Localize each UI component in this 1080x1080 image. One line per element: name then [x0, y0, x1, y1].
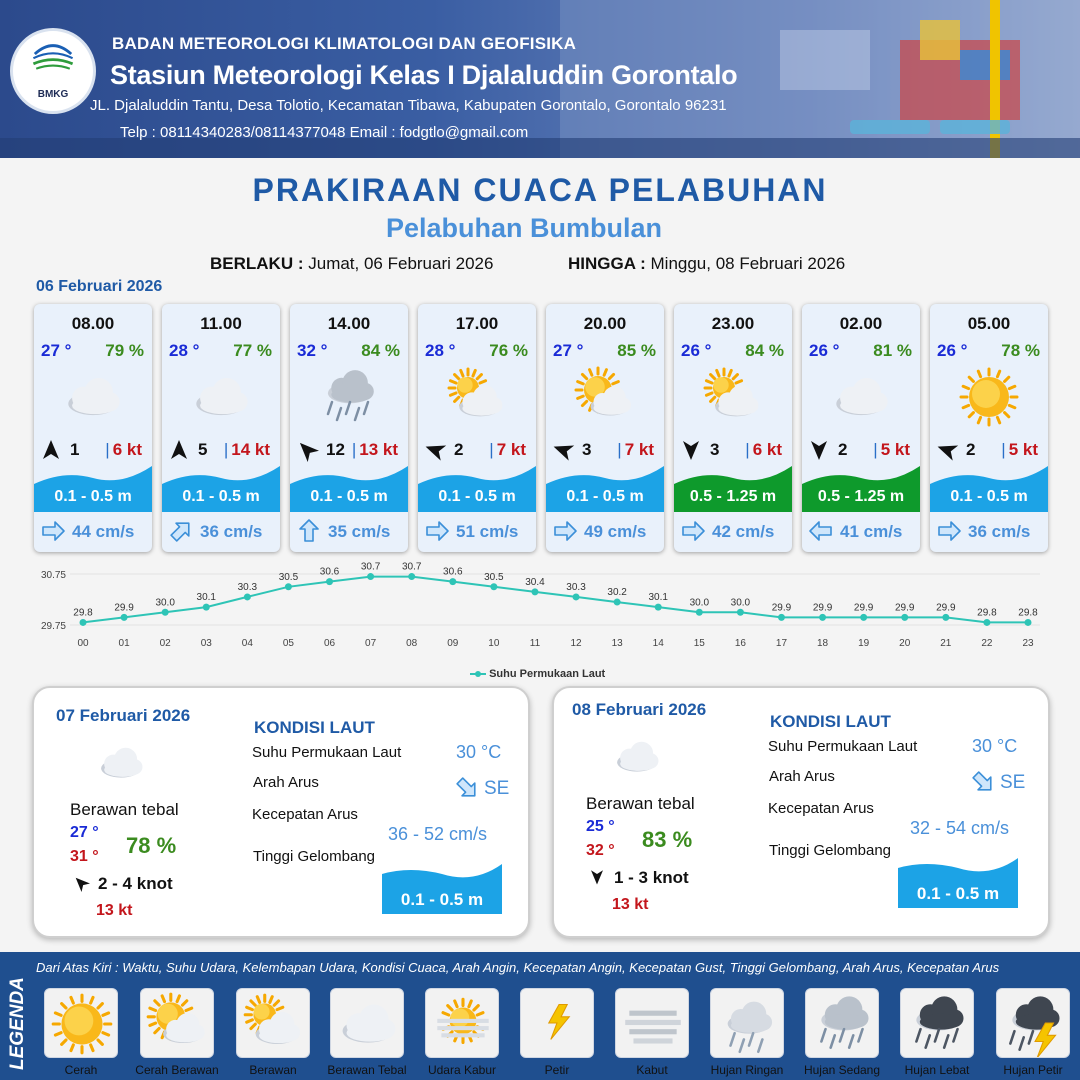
gust-speed: | 13 kt	[351, 440, 398, 459]
chart-legend	[470, 668, 605, 680]
wind-direction-arrow-icon	[807, 438, 831, 462]
x-tick-label: 09	[447, 638, 459, 649]
gust-value: 7 kt	[624, 440, 654, 459]
legend-item	[615, 988, 689, 1058]
humidity: 77 %	[233, 341, 272, 360]
x-tick-label: 20	[899, 638, 911, 649]
data-point	[901, 614, 908, 621]
current-direction-label: Arah Arus	[253, 774, 319, 791]
legend-item-label: Hujan Sedang	[803, 1063, 881, 1077]
current-direction-arrow-icon	[936, 519, 962, 543]
forecast-card	[162, 304, 280, 552]
current-speed: 41 cm/s	[840, 522, 903, 541]
data-point	[367, 573, 374, 580]
current-speed-value: 32 - 54 cm/s	[910, 818, 1010, 838]
gust-value: 6 kt	[752, 440, 782, 459]
port-name: Pelabuhan Bumbulan	[385, 213, 663, 243]
logo-text: BMKG	[37, 89, 69, 100]
x-tick-label: 14	[652, 638, 664, 649]
data-point	[819, 614, 826, 621]
forecast-card	[930, 304, 1048, 552]
wind-speed: 2	[966, 440, 976, 459]
berawan-icon	[238, 991, 310, 1057]
wave-height-label: Tinggi Gelombang	[769, 842, 892, 859]
current-direction-arrow-icon	[970, 770, 996, 799]
legend-item-label: Kabut	[636, 1063, 668, 1077]
forecast-time: 11.00	[200, 314, 242, 333]
wind-speed: 1	[70, 440, 80, 459]
wave-height: 0.5 - 1.25 m	[689, 488, 777, 505]
station-contact: Telp : 08114340283/08114377048 Email : fodgtlo@gmail.com	[120, 124, 529, 141]
gust-value: 5 kt	[1008, 440, 1038, 459]
panel-temp-min: 25 °	[586, 818, 615, 835]
legend-item-label: Berawan	[249, 1063, 297, 1077]
data-point	[1025, 619, 1032, 626]
forecast-card	[418, 304, 536, 552]
panel-gust: 13 kt	[612, 896, 649, 913]
current-speed: 36 cm/s	[200, 522, 263, 541]
data-label: 30.1	[196, 592, 216, 604]
data-label: 29.8	[73, 607, 93, 619]
panel-temp-min: 27 °	[70, 824, 99, 841]
data-point	[326, 578, 333, 585]
data-label: 29.9	[771, 602, 792, 614]
panel-condition: Berawan tebal	[586, 794, 695, 813]
air-temperature: 26 °	[937, 341, 968, 360]
wave-height: 0.1 - 0.5 m	[54, 488, 132, 505]
gust-value: 7 kt	[496, 440, 526, 459]
data-label: 29.9	[114, 602, 134, 614]
current-direction-arrow-icon	[296, 519, 322, 543]
berawan-icon	[442, 366, 512, 428]
gust-speed: | 6 kt	[105, 440, 142, 459]
data-label: 30.5	[278, 571, 299, 583]
current-speed: 49 cm/s	[584, 522, 647, 541]
legend-item-label: Berawan Tebal	[327, 1063, 407, 1077]
data-label: 29.9	[812, 602, 833, 614]
data-label: 30.3	[237, 581, 258, 593]
x-tick-label: 18	[817, 638, 829, 649]
legend-description: Dari Atas Kiri : Waktu, Suhu Udara, Kelembapan Udara, Kondisi Cuaca, Arah Angin, Kecepatan Angin, Kecepatan Gust, Tinggi Gelombang, Arah Arus, Kecepatan Arus	[36, 960, 1000, 975]
data-point	[80, 619, 87, 626]
x-tick-label: 15	[693, 638, 705, 649]
forecast-time: 20.00	[583, 314, 627, 333]
sea-condition-title: KONDISI LAUT	[770, 712, 891, 731]
current-speed: 36 cm/s	[968, 522, 1031, 541]
wave-height: 0.5 - 1.25 m	[817, 488, 905, 505]
humidity: 85 %	[617, 341, 656, 360]
current-direction-arrow-icon	[168, 519, 194, 543]
panel-date: 08 Februari 2026	[572, 700, 707, 719]
panel-date: 07 Februari 2026	[56, 706, 191, 725]
current-speed: 42 cm/s	[712, 522, 775, 541]
gust-speed: | 14 kt	[223, 440, 270, 459]
berawan-icon	[698, 366, 768, 428]
data-label: 30.1	[648, 592, 668, 604]
bmkg-logo	[10, 28, 96, 114]
wind-speed: 2	[454, 440, 464, 459]
data-label: 29.8	[977, 607, 997, 619]
data-label: 30.4	[525, 576, 545, 588]
hujan-sedang-icon	[314, 366, 384, 428]
air-temperature: 26 °	[681, 341, 712, 360]
forecast-time: 17.00	[455, 314, 499, 333]
data-point	[121, 614, 128, 621]
legend-title	[4, 962, 30, 1072]
day-forecast-panel	[552, 686, 1050, 938]
panel-humidity: 78 %	[126, 833, 177, 858]
berawan-tebal-icon	[332, 991, 404, 1057]
wave-height: 0.1 - 0.5 m	[566, 488, 644, 505]
station-name: Stasiun Meteorologi Kelas I Djalaluddin Gorontalo	[110, 60, 738, 90]
data-label: 30.7	[401, 562, 422, 573]
cerah-berawan-icon	[142, 991, 214, 1057]
valid-from	[210, 254, 493, 274]
gust-value: 5 kt	[880, 440, 910, 459]
forecast-time: 02.00	[839, 314, 883, 333]
humidity: 84 %	[361, 341, 400, 360]
legend-item	[44, 988, 118, 1058]
wind-direction-arrow-icon	[39, 438, 63, 462]
legend-item-label: Udara Kabur	[427, 1063, 497, 1077]
gust-speed: | 7 kt	[617, 440, 654, 459]
current-direction-arrow-icon	[424, 519, 450, 543]
hujan-lebat-icon	[902, 991, 974, 1057]
legend-item	[900, 988, 974, 1058]
day1-date: 06 Februari 2026	[36, 278, 163, 295]
wind-speed: 3	[710, 440, 720, 459]
header-banner	[0, 0, 1080, 158]
forecast-card	[674, 304, 792, 552]
legend-item-label: Hujan Petir	[1003, 1063, 1063, 1077]
air-temperature: 27 °	[41, 341, 72, 360]
current-speed: 35 cm/s	[328, 522, 391, 541]
hujan-ringan-icon	[712, 991, 784, 1057]
cerah-icon	[954, 366, 1024, 428]
data-label: 30.6	[443, 566, 463, 578]
data-point	[696, 609, 703, 616]
udara-kabur-icon	[427, 991, 499, 1057]
gust-speed: | 6 kt	[745, 440, 782, 459]
panel-condition: Berawan tebal	[70, 800, 179, 819]
valid-from-value: Jumat, 06 Februari 2026	[308, 254, 494, 273]
air-temperature: 27 °	[553, 341, 584, 360]
legend-item-label: Hujan Lebat	[904, 1063, 970, 1077]
data-point	[737, 609, 744, 616]
air-temperature: 28 °	[169, 341, 200, 360]
gust-value: 14 kt	[231, 440, 270, 459]
forecast-card	[290, 304, 408, 552]
data-point	[203, 604, 210, 611]
forecast-card	[546, 304, 664, 552]
data-point	[942, 614, 949, 621]
sst-value: 30 °C	[456, 742, 502, 762]
wind-direction-arrow-icon	[167, 438, 191, 462]
wind-speed: 5	[198, 440, 208, 459]
humidity: 76 %	[489, 341, 528, 360]
data-point	[573, 593, 580, 600]
humidity: 84 %	[745, 341, 784, 360]
x-tick-label: 21	[940, 638, 952, 649]
x-tick-label: 13	[611, 638, 623, 649]
current-direction-value: SE	[1000, 772, 1026, 793]
data-label: 30.5	[484, 571, 504, 583]
hujan-petir-icon	[998, 991, 1070, 1057]
air-temperature: 28 °	[425, 341, 456, 360]
data-label: 30.0	[730, 597, 751, 609]
berawan-tebal-icon	[826, 366, 896, 428]
chart-legend-label: Suhu Permukaan Laut	[489, 668, 606, 680]
data-point	[285, 583, 292, 590]
valid-from-label: BERLAKU :	[210, 254, 304, 273]
data-point	[408, 573, 415, 580]
svg-text:LEGENDA: LEGENDA	[7, 977, 28, 1070]
data-point	[614, 599, 621, 606]
x-tick-label: 17	[775, 638, 788, 649]
humidity: 78 %	[1001, 341, 1040, 360]
sst-chart	[30, 562, 1050, 682]
forecast-time: 14.00	[327, 314, 371, 333]
legend-item-label: Cerah	[64, 1063, 98, 1077]
sst-series-line	[83, 577, 1028, 623]
x-tick-label: 08	[406, 638, 418, 649]
current-speed-value: 36 - 52 cm/s	[388, 824, 488, 844]
berawan-tebal-icon	[86, 738, 156, 788]
data-point	[244, 593, 251, 600]
day-forecast-panel	[32, 686, 530, 938]
gust-value: 6 kt	[112, 440, 142, 459]
data-point	[531, 588, 538, 595]
gust-speed: | 7 kt	[489, 440, 526, 459]
forecast-time: 23.00	[711, 314, 755, 333]
valid-to-value: Minggu, 08 Februari 2026	[650, 254, 846, 273]
current-direction-arrow-icon	[808, 519, 834, 543]
panel-gust: 13 kt	[96, 902, 133, 919]
x-tick-label: 05	[282, 638, 294, 649]
x-tick-label: 10	[488, 638, 500, 649]
page-title: PRAKIRAAN CUACA PELABUHAN	[252, 172, 828, 208]
data-label: 30.2	[607, 587, 627, 599]
data-label: 29.8	[1018, 607, 1038, 619]
x-tick-label: 16	[734, 638, 746, 649]
legend-item-label: Petir	[544, 1063, 570, 1077]
forecast-time: 08.00	[71, 314, 115, 333]
panel-humidity: 83 %	[642, 827, 693, 852]
legend-item	[236, 988, 310, 1058]
wave-height-value: 0.1 - 0.5 m	[400, 890, 484, 909]
x-tick-label: 07	[365, 638, 377, 649]
petir-icon	[522, 991, 594, 1057]
wave-height: 0.1 - 0.5 m	[310, 488, 388, 505]
legend-item-label: Cerah Berawan	[135, 1063, 219, 1077]
y-tick-label: 30.75	[40, 570, 66, 581]
wind-speed: 3	[582, 440, 592, 459]
legend-item	[710, 988, 784, 1058]
x-tick-label: 00	[77, 638, 89, 649]
legend-item	[520, 988, 594, 1058]
wind-direction-arrow-icon	[423, 438, 447, 462]
agency-name: BADAN METEOROLOGI KLIMATOLOGI DAN GEOFISIKA	[112, 34, 577, 53]
data-point	[490, 583, 497, 590]
data-label: 30.6	[319, 566, 340, 578]
forecast-card	[802, 304, 920, 552]
gust-speed: | 5 kt	[1001, 440, 1038, 459]
current-speed: 44 cm/s	[72, 522, 135, 541]
data-point	[449, 578, 456, 585]
wave-height: 0.1 - 0.5 m	[182, 488, 260, 505]
x-tick-label: 06	[323, 638, 336, 649]
data-point	[655, 604, 662, 611]
station-address: JL. Djalaluddin Tantu, Desa Tolotio, Kecamatan Tibawa, Kabupaten Gorontalo, Gorontalo 96231	[90, 97, 727, 114]
data-label: 30.0	[689, 597, 710, 609]
legend-item	[805, 988, 879, 1058]
gust-speed: | 5 kt	[873, 440, 910, 459]
data-label: 30.3	[566, 581, 586, 593]
wave-height-value: 0.1 - 0.5 m	[916, 884, 1000, 903]
panel-wind-speed: 1 - 3 knot	[614, 868, 689, 887]
current-speed-label: Kecepatan Arus	[252, 806, 358, 823]
sst-label: Suhu Permukaan Laut	[768, 738, 918, 755]
wind-speed: 2	[838, 440, 848, 459]
cerah-icon	[46, 991, 118, 1057]
kabut-icon	[617, 991, 689, 1057]
data-label: 30.0	[155, 597, 175, 609]
x-tick-label: 19	[858, 638, 870, 649]
legend-item-label: Hujan Ringan	[710, 1063, 784, 1077]
sea-condition-title: KONDISI LAUT	[254, 718, 375, 737]
data-point	[860, 614, 867, 621]
panel-temp-max: 32 °	[586, 842, 615, 859]
current-speed-label: Kecepatan Arus	[768, 800, 874, 817]
sst-value: 30 °C	[972, 736, 1018, 756]
legend-item	[996, 988, 1070, 1058]
legend-item	[140, 988, 214, 1058]
y-tick-label: 29.75	[40, 621, 66, 632]
x-tick-label: 01	[118, 638, 130, 649]
data-label: 29.9	[853, 602, 874, 614]
wind-direction-arrow-icon	[295, 438, 319, 462]
panel-wind-direction-icon	[72, 874, 90, 897]
wind-direction-arrow-icon	[551, 438, 575, 462]
air-temperature: 26 °	[809, 341, 840, 360]
x-tick-label: 23	[1022, 638, 1034, 649]
data-label: 29.9	[895, 602, 915, 614]
legend-item	[425, 988, 499, 1058]
current-direction-label: Arah Arus	[769, 768, 835, 785]
current-direction-value: SE	[484, 778, 510, 799]
air-temperature: 32 °	[297, 341, 328, 360]
valid-to	[568, 254, 845, 274]
x-tick-label: 22	[981, 638, 993, 649]
wave-height-label: Tinggi Gelombang	[253, 848, 376, 865]
x-tick-label: 04	[241, 638, 253, 649]
data-label: 29.9	[936, 602, 956, 614]
x-tick-label: 11	[529, 638, 541, 649]
x-tick-label: 03	[200, 638, 212, 649]
data-point	[162, 609, 169, 616]
wind-direction-arrow-icon	[679, 438, 703, 462]
berawan-tebal-icon	[602, 732, 672, 782]
wave-height: 0.1 - 0.5 m	[438, 488, 516, 505]
cerah-berawan-icon	[570, 366, 640, 428]
current-direction-arrow-icon	[680, 519, 706, 543]
humidity: 81 %	[873, 341, 912, 360]
x-tick-label: 12	[570, 638, 582, 649]
current-direction-arrow-icon	[552, 519, 578, 543]
berawan-tebal-icon	[58, 366, 128, 428]
sst-label: Suhu Permukaan Laut	[252, 744, 402, 761]
wind-speed: 12	[326, 440, 345, 459]
valid-to-label: HINGGA :	[568, 254, 646, 273]
legend-item	[330, 988, 404, 1058]
current-direction-arrow-icon	[40, 519, 66, 543]
berawan-tebal-icon	[186, 366, 256, 428]
data-point	[983, 619, 990, 626]
panel-wind-direction-icon	[588, 868, 606, 891]
forecast-card	[34, 304, 152, 552]
panel-temp-max: 31 °	[70, 848, 99, 865]
data-point	[778, 614, 785, 621]
panel-wind-speed: 2 - 4 knot	[98, 874, 173, 893]
x-tick-label: 02	[159, 638, 171, 649]
hujan-sedang-icon	[807, 991, 879, 1057]
wind-direction-arrow-icon	[935, 438, 959, 462]
humidity: 79 %	[105, 341, 144, 360]
gust-value: 13 kt	[359, 440, 398, 459]
wave-height: 0.1 - 0.5 m	[950, 488, 1028, 505]
current-direction-arrow-icon	[454, 776, 480, 805]
forecast-time: 05.00	[967, 314, 1011, 333]
current-speed: 51 cm/s	[456, 522, 519, 541]
data-label: 30.7	[360, 562, 381, 573]
